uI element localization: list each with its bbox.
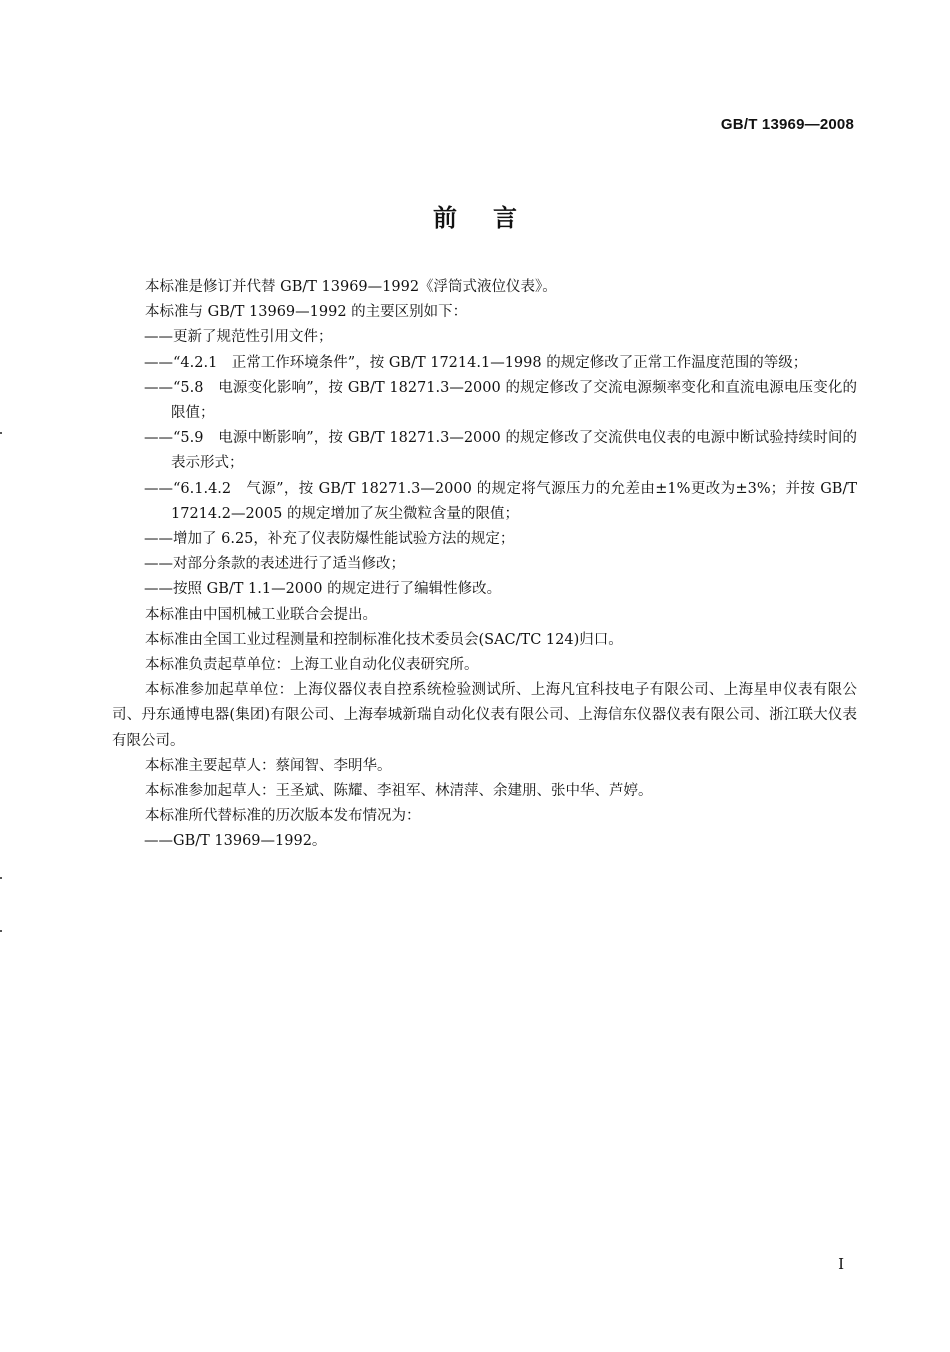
page-title: 前言 xyxy=(433,204,553,232)
scan-mark xyxy=(0,930,2,932)
change-item: ——按照 GB/T 1.1—2000 的规定进行了编辑性修改。 xyxy=(144,581,502,598)
closing-paragraph: 本标准主要起草人：蔡闻智、李明华。 xyxy=(145,757,392,774)
change-item: ——更新了规范性引用文件； xyxy=(144,329,333,346)
scan-mark xyxy=(0,432,2,434)
change-item: ——对部分条款的表述进行了适当修改； xyxy=(144,556,405,573)
closing-paragraph: 本标准所代替标准的历次版本发布情况为： xyxy=(145,808,421,825)
change-item: ——增加了 6.25，补充了仪表防爆性能试验方法的规定； xyxy=(144,531,515,548)
change-item: ——“6.1.4.2 气源”，按 GB/T 18271.3—2000 的规定将气源压力的允差由±1%更改为±3%；并按 GB/T 17214.2—2005 的规定增加了灰尘微粒含量的限值； xyxy=(144,480,857,522)
closing-paragraph: 本标准参加起草人：王圣斌、陈耀、李祖军、林清萍、余建朋、张中华、芦婷。 xyxy=(145,783,653,800)
scan-mark xyxy=(0,877,2,879)
standard-code: GB/T 13969—2008 xyxy=(720,116,854,133)
closing-paragraph: 本标准由中国机械工业联合会提出。 xyxy=(145,606,377,623)
change-item: ——“5.8 电源变化影响”，按 GB/T 18271.3—2000 的规定修改了交流电源频率变化和直流电源电压变化的限值； xyxy=(144,379,857,422)
closing-paragraph: 本标准负责起草单位：上海工业自动化仪表研究所。 xyxy=(145,657,479,674)
change-item: ——“5.9 电源中断影响”，按 GB/T 18271.3—2000 的规定修改了交流供电仪表的电源中断试验持续时间的表示形式； xyxy=(144,430,857,472)
previous-version-item: ——GB/T 13969—1992。 xyxy=(144,833,327,850)
closing-paragraph: 本标准由全国工业过程测量和控制标准化技术委员会(SAC/TC 124)归口。 xyxy=(145,631,623,648)
foreword-body xyxy=(112,275,857,855)
page-number: I xyxy=(838,1255,844,1273)
change-item: ——“4.2.1 正常工作环境条件”，按 GB/T 17214.1—1998 的规定修改了正常工作温度范围的等级； xyxy=(144,354,808,371)
closing-paragraph: 本标准参加起草单位：上海仪器仪表自控系统检验测试所、上海凡宜科技电子有限公司、上海星申仪表有限公司、丹东通博电器(集团)有限公司、上海奉城新瑞自动化仪表有限公司、上海信东仪器仪表有限公司、浙江联大仪表有限公司。 xyxy=(112,682,857,749)
intro-paragraph: 本标准是修订并代替 GB/T 13969—1992《浮筒式液位仪表》。 xyxy=(145,279,557,295)
intro-paragraph: 本标准与 GB/T 13969—1992 的主要区别如下： xyxy=(145,304,468,321)
